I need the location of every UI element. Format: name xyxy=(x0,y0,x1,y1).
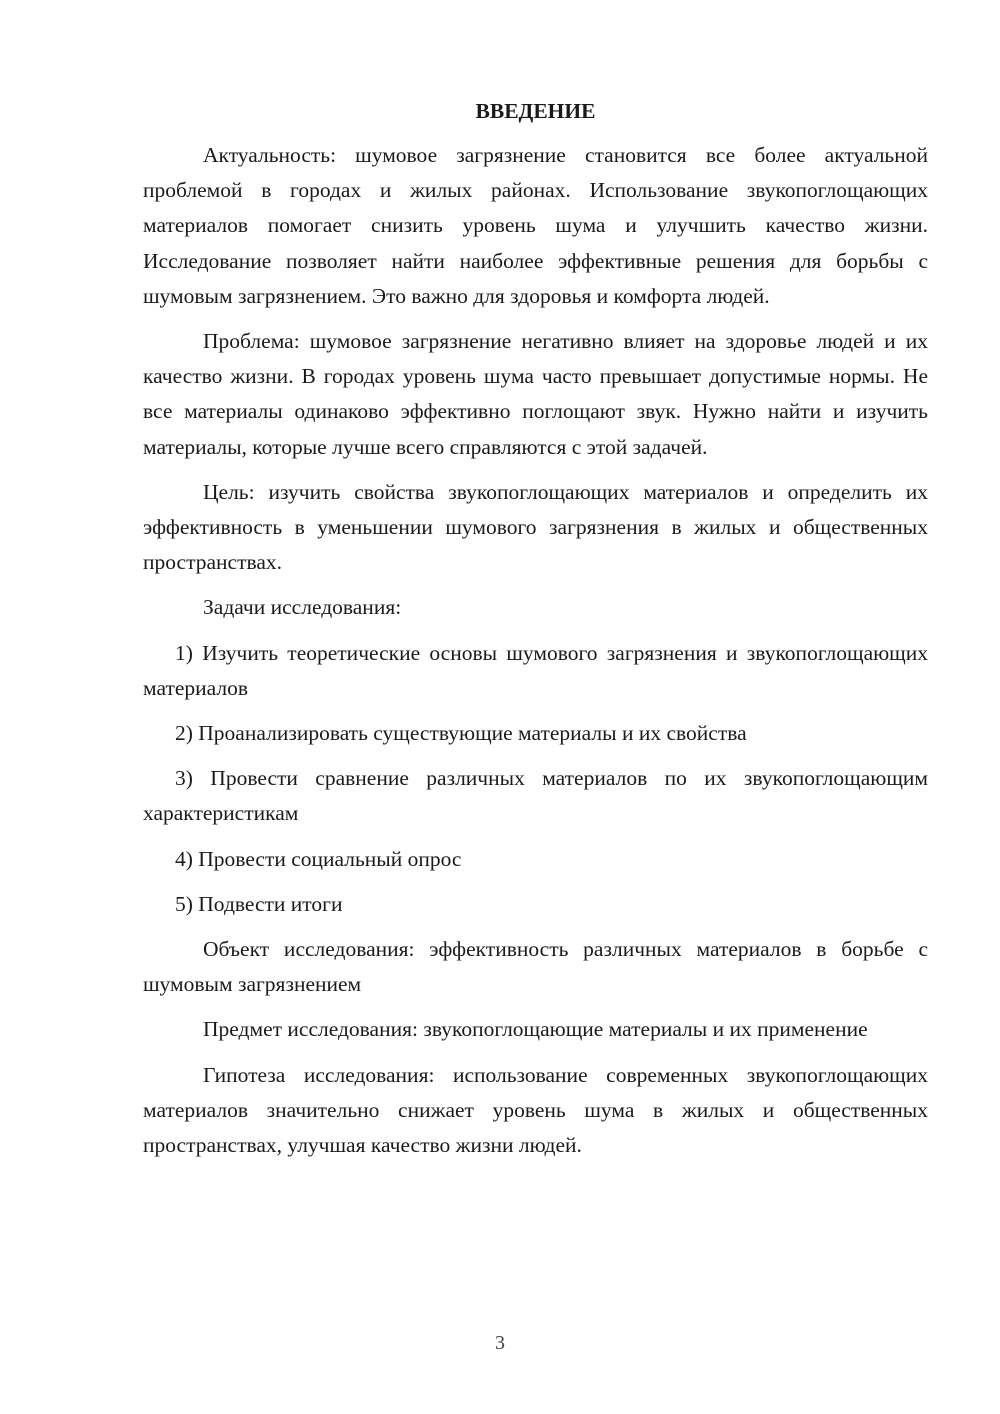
paragraph-relevance: Актуальность: шумовое загрязнение становится все более актуальной проблемой в городах и жилых районах. Использование звукопоглощающих материалов помогает снизить уровень шума и улучшить качество жизни. Исследование позволяет найти наиболее эффективные решения для борьбы с шумовым загрязнением. Это важно для здоровья и комфорта людей. xyxy=(143,143,928,308)
task-item-4: 4) Провести социальный опрос xyxy=(175,846,462,871)
page-number: 3 xyxy=(495,1332,505,1354)
tasks-heading: Задачи исследования: xyxy=(203,595,402,620)
paragraph-goal: Цель: изучить свойства звукопоглощающих материалов и определить их эффективность в уменьшении шумового загрязнения в жилых и общественных пространствах. xyxy=(143,479,928,575)
paragraph-problem: Проблема: шумовое загрязнение негативно влияет на здоровье людей и их качество жизни. В городах уровень шума часто превышает допустимые нормы. Не все материалы одинаково эффективно поглощают звук. Нужно найти и изучить материалы, которые лучше всего справляются с этой задачей. xyxy=(143,329,928,459)
task-item-2: 2) Проанализировать существующие материалы и их свойства xyxy=(175,721,747,746)
page-title: ВВЕДЕНИЕ xyxy=(475,99,596,123)
paragraph-subject: Предмет исследования: звукопоглощающие материалы и их применение xyxy=(203,1017,868,1042)
task-item-3: 3) Провести сравнение различных материалов по их звукопоглощающим характеристикам xyxy=(143,766,928,826)
paragraph-hypothesis: Гипотеза исследования: использование современных звукопоглощающих материалов значительно снижает уровень шума в жилых и общественных пространствах, улучшая качество жизни людей. xyxy=(143,1062,928,1158)
document-page xyxy=(143,96,928,1173)
task-item-1: 1) Изучить теоретические основы шумового загрязнения и звукопоглощающих материалов xyxy=(143,640,928,700)
paragraph-object: Объект исследования: эффективность различных материалов в борьбе с шумовым загрязнением xyxy=(143,937,928,997)
task-item-5: 5) Подвести итоги xyxy=(175,891,343,916)
